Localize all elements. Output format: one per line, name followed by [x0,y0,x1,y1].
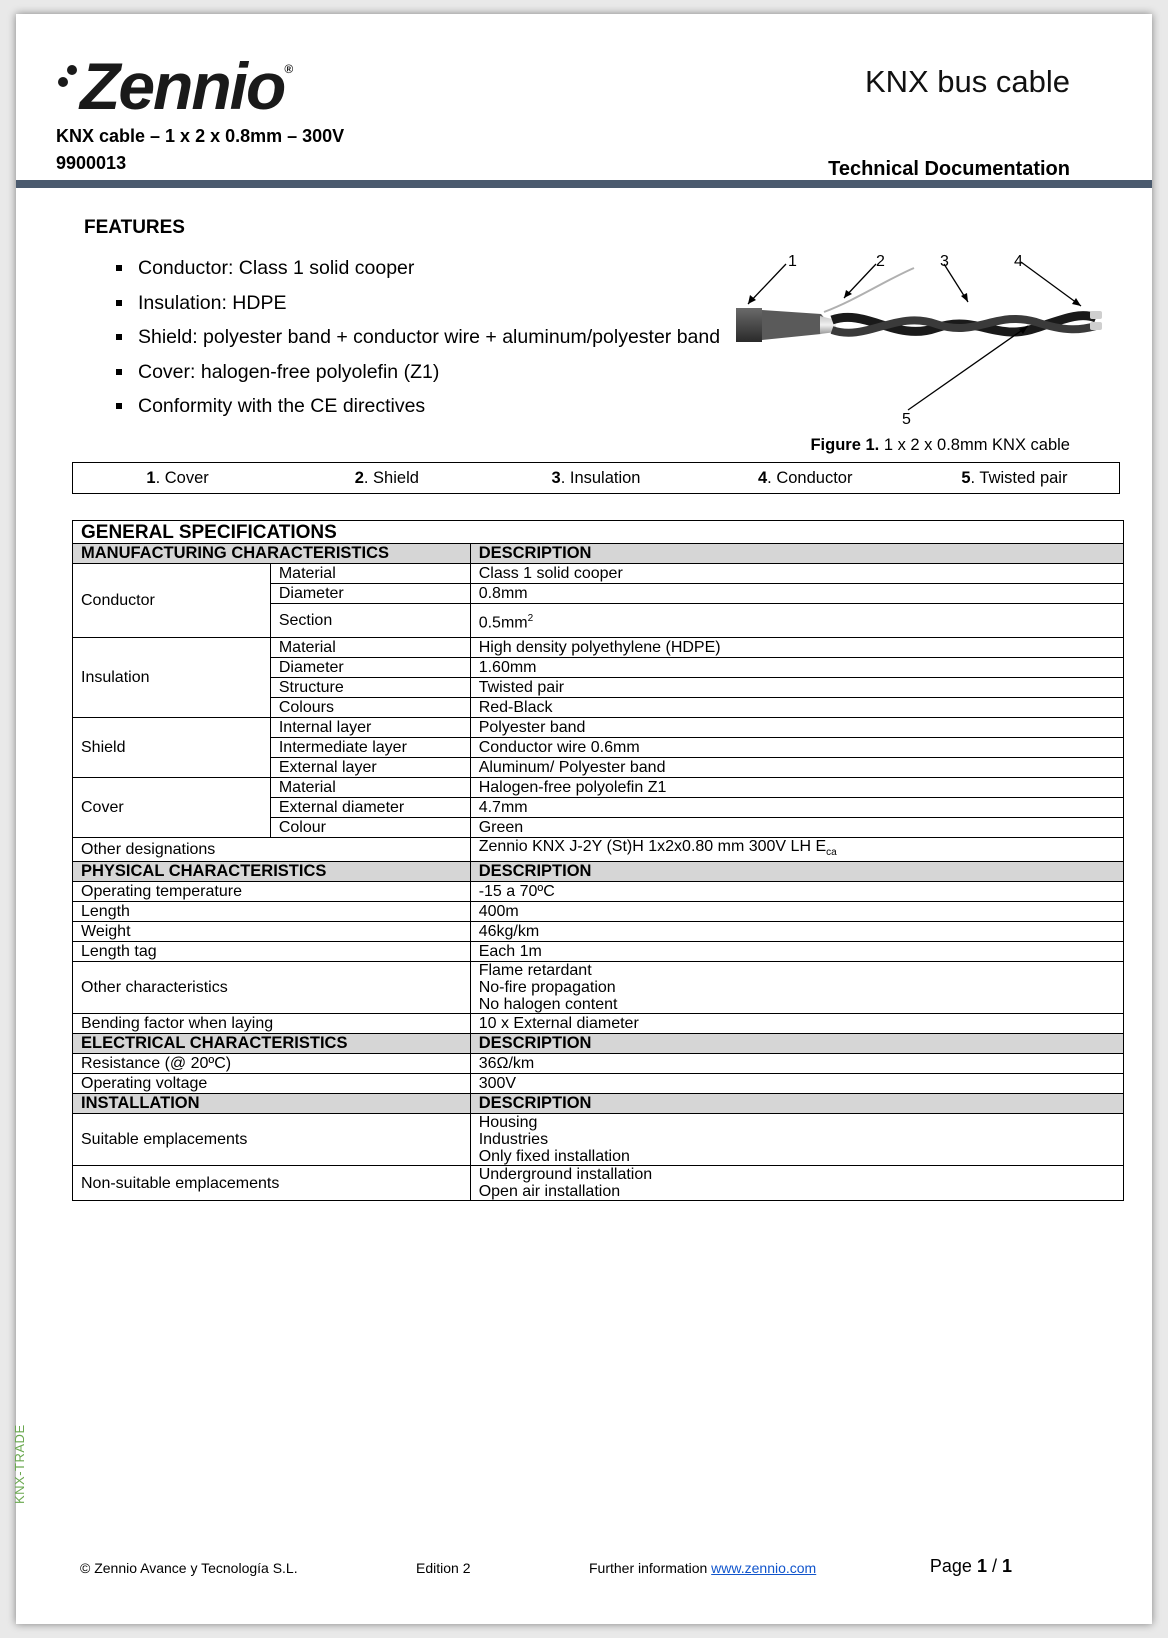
other-characteristics-value: Flame retardant No-fire propagation No halogen content [470,962,1123,1014]
table-row: Suitable emplacements Housing Industries Only fixed installation [73,1114,1124,1166]
table-row: Structure Twisted pair [73,678,1124,698]
table-row: Diameter 1.60mm [73,658,1124,678]
specifications-table [72,520,1124,1201]
spec-title: GENERAL SPECIFICATIONS [73,521,1124,544]
table-row: Cover Material Halogen-free polyolefin Z1 [73,778,1124,798]
table-row: Colour Green [73,818,1124,838]
section-header: PHYSICAL CHARACTERISTICS DESCRIPTION [73,862,1124,882]
legend-item: 3. Insulation [551,468,641,487]
table-row: Insulation Material High density polyethylene (HDPE) [73,638,1124,658]
legend-item: 4. Conductor [757,468,853,487]
figure-legend [72,462,1120,494]
registered-mark: ® [284,62,292,76]
doc-type: Technical Documentation [828,158,1070,180]
table-row: Length tag Each 1m [73,942,1124,962]
callout-label: 5 [902,411,911,428]
legend-item: 1. Cover [146,468,209,487]
cable-shield-band [762,310,828,340]
callout-label: 3 [940,253,949,270]
feature-item: Insulation: HDPE [116,286,720,321]
cable-cover [736,308,762,342]
figure-caption-text: 1 x 2 x 0.8mm KNX cable [883,436,1070,454]
other-designations-value: Zennio KNX J-2Y (St)H 1x2x0.80 mm 300V LH $E_{ca}$ [470,838,1123,862]
features-list [116,251,720,424]
conductor-end [1090,311,1102,319]
table-row: External diameter 4.7mm [73,798,1124,818]
section-header: INSTALLATION DESCRIPTION [73,1094,1124,1114]
table-row: Weight 46kg/km [73,922,1124,942]
feature-item: Shield: polyester band + conductor wire + aluminum/polyester band [116,320,720,355]
side-tag: KNX-TRADE [12,1424,27,1504]
table-row: Operating temperature -15 a 70ºC [73,882,1124,902]
footer-info: Further information www.zennio.com [589,1560,817,1576]
footer-copyright: © Zennio Avance y Tecnología S.L. [80,1560,298,1576]
document-page [12,14,1152,1624]
table-row: Other designations Zennio KNX J-2Y (St)H 1x2x0.80 mm 300V LH $E_{ca}$ [73,838,1124,862]
features-title: FEATURES [84,217,185,238]
footer-edition: Edition 2 [416,1560,471,1576]
section-value: $0.5mm^2$ [470,604,1123,638]
figure-caption [810,436,1070,455]
model-description: KNX cable – 1 x 2 x 0.8mm – 300V [56,126,345,146]
table-row: Colours Red-Black [73,698,1124,718]
section-header: ELECTRICAL CHARACTERISTICS DESCRIPTION [73,1034,1124,1054]
feature-item: Conductor: Class 1 solid cooper [116,251,720,286]
legend-item: 5. Twisted pair [961,468,1068,487]
drain-wire [824,268,914,312]
callout-label: 4 [1014,253,1023,270]
suitable-value: Housing Industries Only fixed installation [470,1114,1123,1166]
logo-dots-icon [56,64,80,94]
product-code: 9900013 [56,153,127,173]
table-row: External layer Aluminum/ Polyester band [73,758,1124,778]
header-divider [16,180,1152,188]
brand-logo [80,48,291,124]
legend-item: 2. Shield [354,468,419,487]
page-number: Page 1 / 1 [929,1556,1012,1576]
table-row: Other characteristics Flame retardant No-fire propagation No halogen content [73,962,1124,1014]
table-row: Length 400m [73,902,1124,922]
table-row: Intermediate layer Conductor wire 0.6mm [73,738,1124,758]
figure-caption-label: Figure 1. [810,436,880,454]
website-link[interactable]: www.zennio.com [711,1560,817,1576]
brand-name: Zennio [80,49,285,123]
section-header: MANUFACTURING CHARACTERISTICS DESCRIPTION [73,544,1124,564]
non-suitable-value: Underground installation Open air installation [470,1166,1123,1201]
table-row: Bending factor when laying 10 x External diameter [73,1014,1124,1034]
cable-illustration [736,250,1156,440]
table-row: Diameter 0.8mm [73,584,1124,604]
table-row: Operating voltage 300V [73,1074,1124,1094]
feature-item: Cover: halogen-free polyolefin (Z1) [116,355,720,390]
table-row: Shield Internal layer Polyester band [73,718,1124,738]
table-row: Conductor Material Class 1 solid cooper [73,564,1124,584]
conductor-end [1090,322,1102,330]
table-row: Resistance (@ 20ºC) 36Ω/km [73,1054,1124,1074]
callout-label: 1 [788,253,797,270]
product-title: KNX bus cable [864,64,1070,99]
table-row: Non-suitable emplacements Underground installation Open air installation [73,1166,1124,1201]
table-row: Section $0.5mm^2$ [73,604,1124,638]
feature-item: Conformity with the CE directives [116,389,720,424]
callout-label: 2 [876,253,885,270]
